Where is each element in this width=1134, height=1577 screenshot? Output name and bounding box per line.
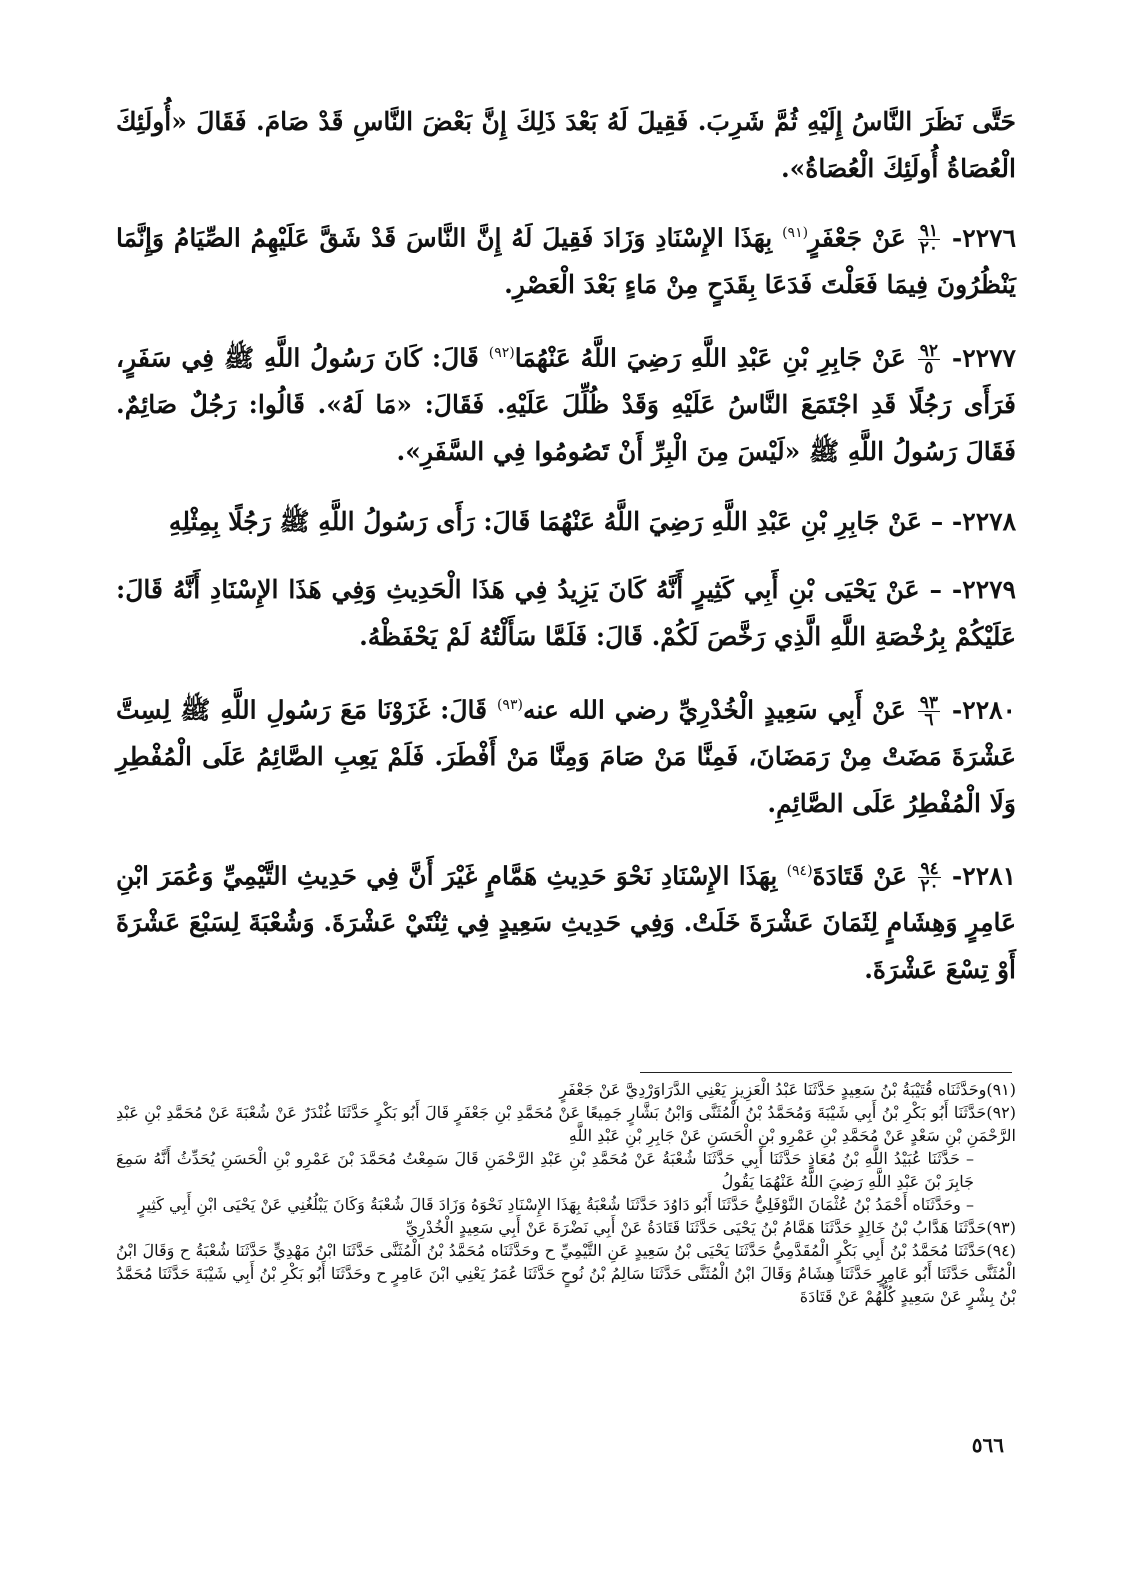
footnote-92-chain-2 <box>116 1147 1016 1193</box>
hadith-number: ٢٢٧٨- – <box>930 507 1016 536</box>
hadith-text: عَنْ جَابِرِ بْنِ عَبْدِ اللَّهِ رَضِيَ اللَّهُ عَنْهُمَا قَالَ: رَأَى رَسُولُ اللَّهِ ﷺ رَجُلًا بِمِثْلِهِ <box>168 507 922 536</box>
fraction-top: ٩٢ <box>919 341 938 362</box>
footnote-text: حَدَّثَنَا مُحَمَّدُ بْنُ أَبِي بَكْرٍ الْمُقَدَّمِيُّ حَدَّثَنَا يَحْيَى بْنُ سَعِيدٍ عَنِ التَّيْمِيِّ ح وحَدَّثَنَاه مُحَمَّدُ بْنُ الْمُثَنَّى حَدَّثَنَا ابْنُ مَهْدِيٍّ حَدَّثَنَا شُعْبَةُ ح وَقَالَ ابْنُ الْمُثَنَّى حَدَّثَنَا أَبُو عَامِرٍ حَدَّثَنَا هِشَامٌ وَقَالَ ابْنُ الْمُثَنَّى حَدَّثَنَا سَالِمُ بْنُ نُوحٍ حَدَّثَنَا عُمَرُ يَعْنِي ابْنَ عَامِرٍ ح وحَدَّثَنَا أَبُو بَكْرِ بْنُ أَبِي شَيْبَةَ حَدَّثَنَا مُحَمَّدُ بْنُ بِشْرٍ عَنْ سَعِيدٍ كُلُّهُمْ عَنْ قَتَادَةَ <box>116 1241 1016 1306</box>
fraction-top: ٩٤ <box>920 859 939 880</box>
footnote-text: حَدَّثَنَا هَدَّابُ بْنُ خَالِدٍ حَدَّثَنَا هَمَّامُ بْنُ يَحْيَى حَدَّثَنَا قَتَادَةُ عَنْ أَبِي نَضْرَةَ عَنْ أَبِي سَعِيدٍ الْخُدْرِيِّ <box>405 1218 987 1237</box>
footnote-ref: (٩٣) <box>496 697 523 713</box>
hadith-text: قَالَ: كَانَ رَسُولُ اللَّهِ ﷺ فِي سَفَرٍ، فَرَأَى رَجُلًا قَدِ اجْتَمَعَ النَّاسُ عَلَيْهِ وَقَدْ ظُلِّلَ عَلَيْهِ. فَقَالَ: «مَا لَهُ». قَالُوا: رَجُلٌ صَائِمٌ. فَقَالَ رَسُولُ اللَّهِ ﷺ «لَيْسَ مِنَ الْبِرِّ أَنْ تَصُومُوا فِي السَّفَرِ». <box>116 343 1016 467</box>
hadith-text: قَالَ: غَزَوْنَا مَعَ رَسُولِ اللَّهِ ﷺ لِسِتَّ عَشْرَةَ مَضَتْ مِنْ رَمَضَانَ، فَمِنَّا مَنْ صَامَ وَمِنَّا مَنْ أَفْطَرَ. فَلَمْ يَعِبِ الصَّائِمُ عَلَى الْمُفْطِرِ وَلَا الْمُفْطِرُ عَلَى الصَّائِمِ. <box>116 695 1016 819</box>
hadith-narrator: عَنْ جَابِرِ بْنِ عَبْدِ اللَّهِ رَضِيَ اللَّهُ عَنْهُمَا <box>514 343 906 373</box>
hadith-text: عَنْ يَحْيَى بْنِ أَبِي كَثِيرٍ أَنَّهُ كَانَ يَزِيدُ فِي هَذَا الْحَدِيثِ وَفِي هَذَا الإِسْنَادِ أَنَّهُ قَالَ: عَلَيْكُمْ بِرُخْصَةِ اللَّهِ الَّذِي رَخَّصَ لَكُمْ. قَالَ: فَلَمَّا سَأَلْتُهُ لَمْ يَحْفَظْهُ. <box>116 575 1016 651</box>
hadith-continuation <box>116 98 1016 192</box>
hadith-number: ٢٢٨٠- <box>951 695 1016 725</box>
fraction-bottom: ٦ <box>924 710 934 731</box>
fraction-bottom: ٢٠ <box>920 876 939 897</box>
hadith-text: بِهَذَا الإِسْنَادِ نَحْوَ حَدِيثِ هَمَّامٍ غَيْرَ أَنَّ فِي حَدِيثِ التَّيْمِيِّ وَعُمَرَ ابْنِ عَامِرٍ وَهِشَامٍ لِثَمَانَ عَشْرَةَ خَلَتْ. وَفِي حَدِيثِ سَعِيدٍ فِي ثِنْتَيْ عَشْرَةَ. وَشُعْبَةَ لِسَبْعَ عَشْرَةَ أَوْ تِسْعَ عَشْرَةَ. <box>116 861 1016 985</box>
hadith-2279 <box>116 566 1016 660</box>
footnote-label: (٩٤) <box>986 1241 1016 1260</box>
hadith-narrator: عَنْ قَتَادَةَ <box>812 861 908 891</box>
footnote-93 <box>116 1216 1016 1239</box>
fraction-top: ٩٣ <box>919 693 939 714</box>
hadith-number: ٢٢٧٧- <box>951 343 1016 373</box>
hadith-narrator: عَنْ جَعْفَرٍ <box>808 223 906 253</box>
ref-fraction <box>918 341 940 379</box>
hadith-text: حَتَّى نَظَرَ النَّاسُ إِلَيْهِ ثُمَّ شَرِبَ. فَقِيلَ لَهُ بَعْدَ ذَلِكَ إِنَّ بَعْضَ النَّاسِ قَدْ صَامَ. فَقَالَ «أُولَئِكَ الْعُصَاةُ أُولَئِكَ الْعُصَاةُ». <box>116 107 1016 183</box>
footnotes <box>116 1078 1016 1308</box>
footnote-ref: (٩٤) <box>786 863 813 879</box>
footnote-text: – حَدَّثَنَا عُبَيْدُ اللَّهِ بْنُ مُعَاذٍ حَدَّثَنَا أَبِي حَدَّثَنَا شُعْبَةُ عَنْ مُحَمَّدِ بْنِ عَبْدِ الرَّحْمَنِ قَالَ سَمِعْتُ مُحَمَّدَ بْنَ عَمْرِو بْنِ الْحَسَنِ يُحَدِّثُ أَنَّهُ سَمِعَ جَابِرَ بْنَ عَبْدِ اللَّهِ رَضِيَ اللَّهُ عَنْهُمَا يَقُولُ <box>116 1149 974 1191</box>
hadith-number: ٢٢٨١- <box>951 861 1016 891</box>
footnote-92 <box>116 1101 1016 1147</box>
footnote-text: وحَدَّثَنَاه قُتَيْبَةُ بْنُ سَعِيدٍ حَدَّثَنَا عَبْدُ الْعَزِيزِ يَعْنِي الدَّرَاوَرْدِيَّ عَنْ جَعْفَرٍ <box>559 1080 987 1099</box>
hadith-number: ٢٢٧٦- <box>951 223 1016 253</box>
footnote-label: (٩٣) <box>986 1218 1016 1237</box>
footnote-text: حَدَّثَنَا أَبُو بَكْرِ بْنُ أَبِي شَيْبَةَ وَمُحَمَّدُ بْنُ الْمُثَنَّى وَابْنُ بَشَّارٍ جَمِيعًا عَنْ مُحَمَّدِ بْنِ جَعْفَرٍ قَالَ أَبُو بَكْرٍ حَدَّثَنَا غُنْدَرٌ عَنْ شُعْبَةَ عَنْ مُحَمَّدِ بْنِ عَبْدِ الرَّحْمَنِ بْنِ سَعْدٍ عَنْ مُحَمَّدِ بْنِ عَمْرِو بْنِ الْحَسَنِ عَنْ جَابِرِ بْنِ عَبْدِ اللَّهِ <box>116 1103 1016 1145</box>
hadith-2276 <box>116 210 1016 308</box>
hadith-2278 <box>116 498 1016 545</box>
ref-fraction <box>918 693 940 731</box>
hadith-2280 <box>116 682 1016 827</box>
footnote-divider <box>640 1072 1012 1073</box>
hadith-2277 <box>116 330 1016 475</box>
footnote-94 <box>116 1239 1016 1308</box>
hadith-text: بِهَذَا الإِسْنَادِ وَزَادَ فَقِيلَ لَهُ إِنَّ النَّاسَ قَدْ شَقَّ عَلَيْهِمُ الصِّيَامُ وَإِنَّمَا يَنْظُرُونَ فِيمَا فَعَلْتَ فَدَعَا بِقَدَحٍ مِنْ مَاءٍ بَعْدَ الْعَصْرِ. <box>116 223 1016 300</box>
fraction-bottom: ٥ <box>924 358 934 379</box>
footnote-text: – وحَدَّثَنَاه أَحْمَدُ بْنُ عُثْمَانَ النَّوْفَلِيُّ حَدَّثَنَا أَبُو دَاوُدَ حَدَّثَنَا شُعْبَةُ بِهَذَا الإِسْنَادِ نَحْوَهُ وَزَادَ قَالَ شُعْبَةُ وَكَانَ يَبْلُغُنِي عَنْ يَحْيَى ابْنِ أَبِي كَثِيرٍ <box>137 1195 974 1214</box>
ref-fraction <box>918 221 940 259</box>
footnote-label: (٩١) <box>986 1080 1016 1099</box>
footnote-91 <box>116 1078 1016 1101</box>
hadith-number: ٢٢٧٩- – <box>929 575 1016 604</box>
footnote-ref: (٩٢) <box>488 345 515 361</box>
footnote-ref: (٩١) <box>782 225 809 241</box>
hadith-narrator: عَنْ أَبِي سَعِيدٍ الْخُدْرِيِّ رضي الله عنه <box>522 695 906 725</box>
hadith-2281 <box>116 848 1016 993</box>
fraction-bottom: ٢٠ <box>919 238 938 259</box>
ref-fraction <box>918 859 940 897</box>
footnote-label: (٩٢) <box>986 1103 1016 1122</box>
footnote-92-chain-3 <box>116 1193 1016 1216</box>
page-number: ٥٦٦ <box>971 1433 1004 1457</box>
fraction-top: ٩١ <box>919 221 938 242</box>
